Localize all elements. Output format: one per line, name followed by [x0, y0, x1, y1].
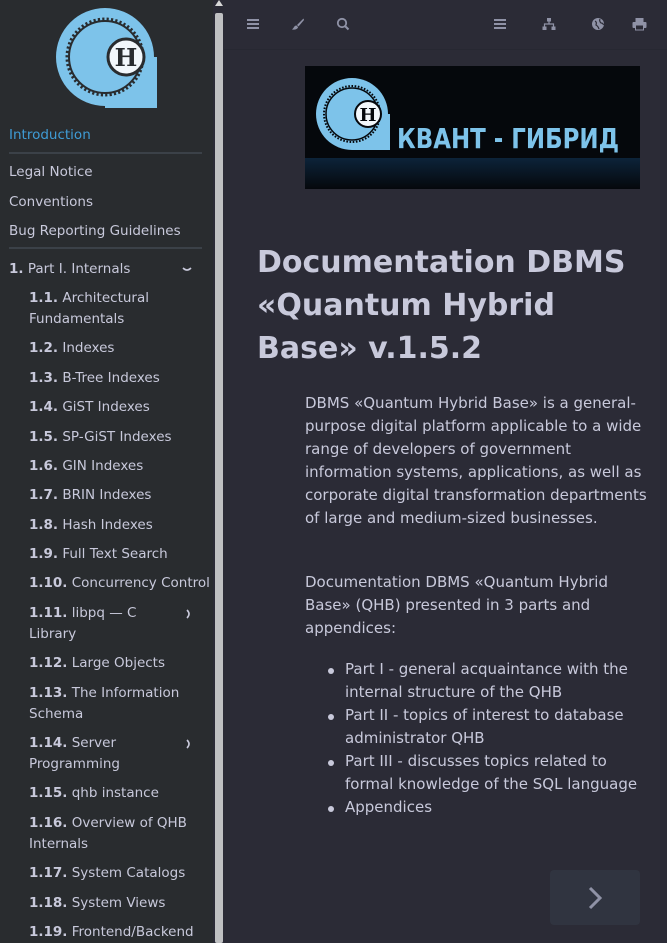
- chapter-label: qhb instance: [71, 785, 159, 801]
- sidebar-item-1-11[interactable]: [29, 603, 136, 645]
- chapter-number: 1.: [9, 261, 24, 277]
- chapter-number: 1.8.: [29, 517, 59, 533]
- chapter-number: 1.15.: [29, 785, 68, 801]
- chapter-label-continued: Fundamentals: [29, 311, 125, 327]
- main-content: [224, 51, 667, 943]
- chapter-number: 1.12.: [29, 655, 68, 671]
- chapter-label: Architectural: [62, 290, 150, 306]
- chapter-number: 1.6.: [29, 458, 59, 474]
- chapter-number: 1.13.: [29, 685, 68, 701]
- sidebar-item-part-1[interactable]: [9, 259, 130, 280]
- chapter-label: System Catalogs: [71, 865, 186, 881]
- sidebar-item-1-14[interactable]: [29, 733, 120, 775]
- chapter-label: Frontend/Backend: [71, 924, 194, 940]
- sidebar-item-conventions[interactable]: Conventions: [9, 194, 93, 210]
- sidebar-item-1-2[interactable]: [29, 338, 114, 359]
- list-item: Appendices: [305, 796, 650, 819]
- chapter-number: 1.17.: [29, 865, 68, 881]
- chapter-number: 1.2.: [29, 340, 59, 356]
- sidebar-item-1-17[interactable]: [29, 863, 185, 884]
- next-chapter-button[interactable]: [550, 870, 640, 925]
- chapter-label: Hash Indexes: [62, 517, 153, 533]
- chapter-number: 1.19.: [29, 924, 68, 940]
- sidebar-item-1-15[interactable]: [29, 783, 159, 804]
- sidebar-item-1-19[interactable]: [29, 922, 194, 943]
- chapter-label-continued: Schema: [29, 706, 84, 722]
- chapter-label: Indexes: [62, 340, 115, 356]
- sidebar-divider: [9, 247, 202, 249]
- banner-text: КВАНТ - ГИБРИД: [397, 122, 619, 155]
- chapter-label: B-Tree Indexes: [62, 370, 160, 386]
- scrollbar-thumb[interactable]: [215, 13, 223, 943]
- list-item: Part I - general acquaintance with the internal structure of the QHB: [305, 658, 650, 704]
- chapter-label: BRIN Indexes: [62, 487, 152, 503]
- sidebar-item-1-7[interactable]: [29, 485, 151, 506]
- chapter-number: 1.11.: [29, 605, 68, 621]
- chapter-label: Concurrency Control: [71, 575, 210, 591]
- chapter-label-continued: Programming: [29, 756, 120, 772]
- chapter-number: 1.7.: [29, 487, 59, 503]
- sidebar-item-1-6[interactable]: [29, 456, 143, 477]
- sidebar-scrollbar[interactable]: [213, 0, 224, 943]
- sidebar-item-introduction[interactable]: Introduction: [9, 127, 91, 143]
- sidebar-item-1-18[interactable]: [29, 893, 165, 914]
- parts-paragraph: Documentation DBMS «Quantum Hybrid Base» (QHB) presented in 3 parts and appendices:: [305, 573, 608, 637]
- qhb-logo[interactable]: [55, 6, 157, 108]
- chapter-number: 1.14.: [29, 735, 68, 751]
- search-icon[interactable]: [333, 14, 353, 34]
- sidebar-item-1-10[interactable]: [29, 573, 210, 594]
- list-icon[interactable]: [491, 14, 511, 34]
- list-item: Part II - topics of interest to database administrator QHB: [305, 704, 650, 750]
- page-title: Documentation DBMS «Quantum Hybrid Base» v.1.5.2: [257, 245, 626, 366]
- chapter-label: Part I. Internals: [27, 261, 131, 277]
- chapter-number: 1.9.: [29, 546, 59, 562]
- chapter-number: 1.16.: [29, 815, 68, 831]
- sidebar-divider: [9, 152, 202, 154]
- menu-icon[interactable]: [244, 14, 264, 34]
- chapter-number: 1.10.: [29, 575, 68, 591]
- menu-bar: [224, 0, 667, 50]
- sidebar: [0, 0, 213, 943]
- qhb-banner-image: [305, 66, 640, 189]
- chapter-label: Full Text Search: [62, 546, 168, 562]
- intro-paragraph: DBMS «Quantum Hybrid Base» is a general-purpose digital platform applicable to a wide range of developers of government information systems, applications, as well as corporate digital transformation departments of large and medium-sized businesses.: [305, 394, 647, 527]
- chevron-right-icon[interactable]: [183, 738, 195, 750]
- chapter-label: libpq — C: [71, 605, 137, 621]
- chapter-number: 1.18.: [29, 895, 68, 911]
- chevron-down-icon[interactable]: [181, 264, 193, 276]
- chapter-label-continued: Internals: [29, 836, 89, 852]
- chapter-label: GIN Indexes: [62, 458, 144, 474]
- sidebar-item-1-3[interactable]: [29, 368, 160, 389]
- sidebar-item-1-16[interactable]: [29, 813, 187, 855]
- chapter-number: 1.1.: [29, 290, 59, 306]
- globe-icon[interactable]: [588, 14, 608, 34]
- logo-letter: H: [114, 43, 138, 72]
- sidebar-item-1-4[interactable]: [29, 397, 150, 418]
- parts-list: [305, 658, 650, 819]
- print-icon[interactable]: [629, 14, 649, 34]
- chapter-label: The Information: [71, 685, 180, 701]
- chapter-label: Server: [71, 735, 117, 751]
- sidebar-item-1-9[interactable]: [29, 544, 168, 565]
- sidebar-item-1-8[interactable]: [29, 515, 153, 536]
- paintbrush-icon[interactable]: [288, 14, 308, 34]
- list-item: Part III - discusses topics related to formal knowledge of the SQL language: [305, 750, 650, 796]
- chapter-number: 1.4.: [29, 399, 59, 415]
- chevron-right-icon: [587, 885, 603, 911]
- chapter-label: SP-GiST Indexes: [62, 429, 172, 445]
- chapter-label-continued: Library: [29, 626, 77, 642]
- chapter-label: Overview of QHB: [71, 815, 187, 831]
- chevron-right-icon[interactable]: [183, 608, 195, 620]
- sidebar-item-legal-notice[interactable]: Legal Notice: [9, 164, 93, 180]
- banner-letter: H: [359, 105, 377, 126]
- sidebar-item-1-1[interactable]: [29, 288, 149, 330]
- chapter-number: 1.5.: [29, 429, 59, 445]
- chapter-number: 1.3.: [29, 370, 59, 386]
- chapter-label: Large Objects: [71, 655, 166, 671]
- chapter-label: GiST Indexes: [62, 399, 150, 415]
- sidebar-item-1-12[interactable]: [29, 653, 165, 674]
- sitemap-icon[interactable]: [539, 14, 559, 34]
- sidebar-item-1-5[interactable]: [29, 427, 172, 448]
- scroll-up-arrow-icon[interactable]: [215, 0, 223, 6]
- sidebar-item-bug-reporting[interactable]: Bug Reporting Guidelines: [9, 223, 181, 239]
- chapter-label: System Views: [71, 895, 166, 911]
- sidebar-item-1-13[interactable]: [29, 683, 179, 725]
